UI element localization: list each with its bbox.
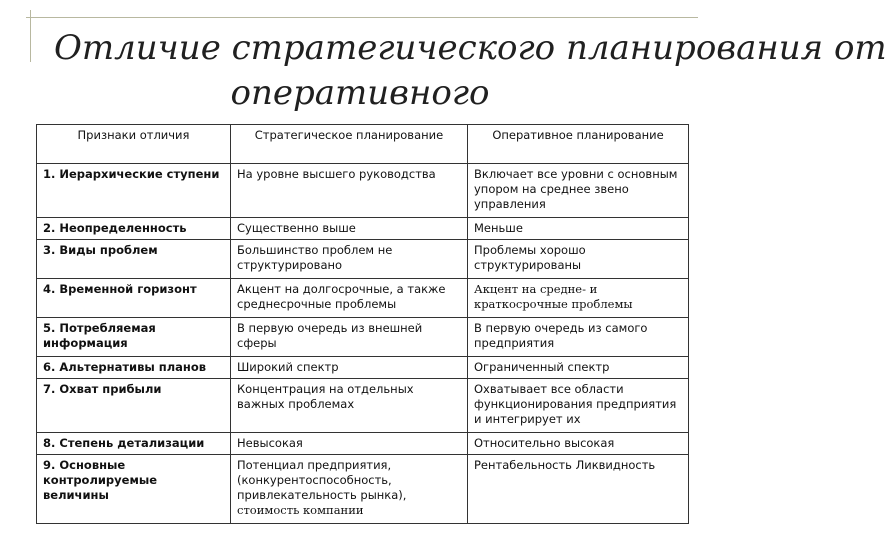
operational-cell: Меньше xyxy=(468,218,689,240)
table-row xyxy=(37,455,689,524)
feature-cell: 1. Иерархические ступени xyxy=(37,164,231,218)
feature-cell: 9. Основные контролируемые величины xyxy=(37,455,231,524)
feature-cell: 6. Альтернативы планов xyxy=(37,357,231,379)
title-line-2: оперативного xyxy=(230,73,490,113)
operational-cell: Ограниченный спектр xyxy=(468,357,689,379)
table-row xyxy=(37,357,689,379)
feature-cell: 2. Неопределенность xyxy=(37,218,231,240)
operational-cell: Охватывает все области функционирования предприятия и интегрирует их xyxy=(468,379,689,433)
operational-cell: Включает все уровни с основным упором на среднее звено управления xyxy=(468,164,689,218)
operational-cell: Проблемы хорошо структурированы xyxy=(468,240,689,279)
comparison-table xyxy=(36,124,689,524)
feature-cell: 3. Виды проблем xyxy=(37,240,231,279)
header-strategic: Стратегическое планирование xyxy=(231,125,468,164)
strategic-cell: В первую очередь из внешней сферы xyxy=(231,318,468,357)
feature-cell: 8. Степень детализации xyxy=(37,433,231,455)
operational-cell: Рентабельность Ликвидность xyxy=(468,455,689,524)
header-features: Признаки отличия xyxy=(37,125,231,164)
feature-cell: 4. Временной горизонт xyxy=(37,279,231,318)
table-row xyxy=(37,240,689,279)
feature-cell: 5. Потребляемая информация xyxy=(37,318,231,357)
slide-title xyxy=(0,26,887,116)
table-header-row xyxy=(37,125,689,164)
table-row xyxy=(37,279,689,318)
strategic-cell: Акцент на долгосрочные, а также среднесрочные проблемы xyxy=(231,279,468,318)
title-line-1: Отличие стратегического планирования от xyxy=(54,28,887,68)
strategic-cell: Большинство проблем не структурировано xyxy=(231,240,468,279)
table-row xyxy=(37,379,689,433)
table-row xyxy=(37,433,689,455)
strategic-cell-extra: стоимость компании xyxy=(237,503,364,517)
table-row xyxy=(37,318,689,357)
strategic-cell: Концентрация на отдельных важных проблемах xyxy=(231,379,468,433)
header-operational: Оперативное планирование xyxy=(468,125,689,164)
strategic-cell: Невысокая xyxy=(231,433,468,455)
title-decoration-line xyxy=(26,17,698,18)
operational-cell: Относительно высокая xyxy=(468,433,689,455)
operational-cell: Акцент на средне- и краткосрочные проблемы xyxy=(468,279,689,318)
strategic-cell xyxy=(231,455,468,524)
strategic-cell-text: Потенциал предприятия, (конкурентоспособность, привлекательность рынка), xyxy=(237,458,407,502)
strategic-cell: Существенно выше xyxy=(231,218,468,240)
strategic-cell: На уровне высшего руководства xyxy=(231,164,468,218)
strategic-cell: Широкий спектр xyxy=(231,357,468,379)
operational-cell: В первую очередь из самого предприятия xyxy=(468,318,689,357)
table-row xyxy=(37,164,689,218)
feature-cell: 7. Охват прибыли xyxy=(37,379,231,433)
table-row xyxy=(37,218,689,240)
